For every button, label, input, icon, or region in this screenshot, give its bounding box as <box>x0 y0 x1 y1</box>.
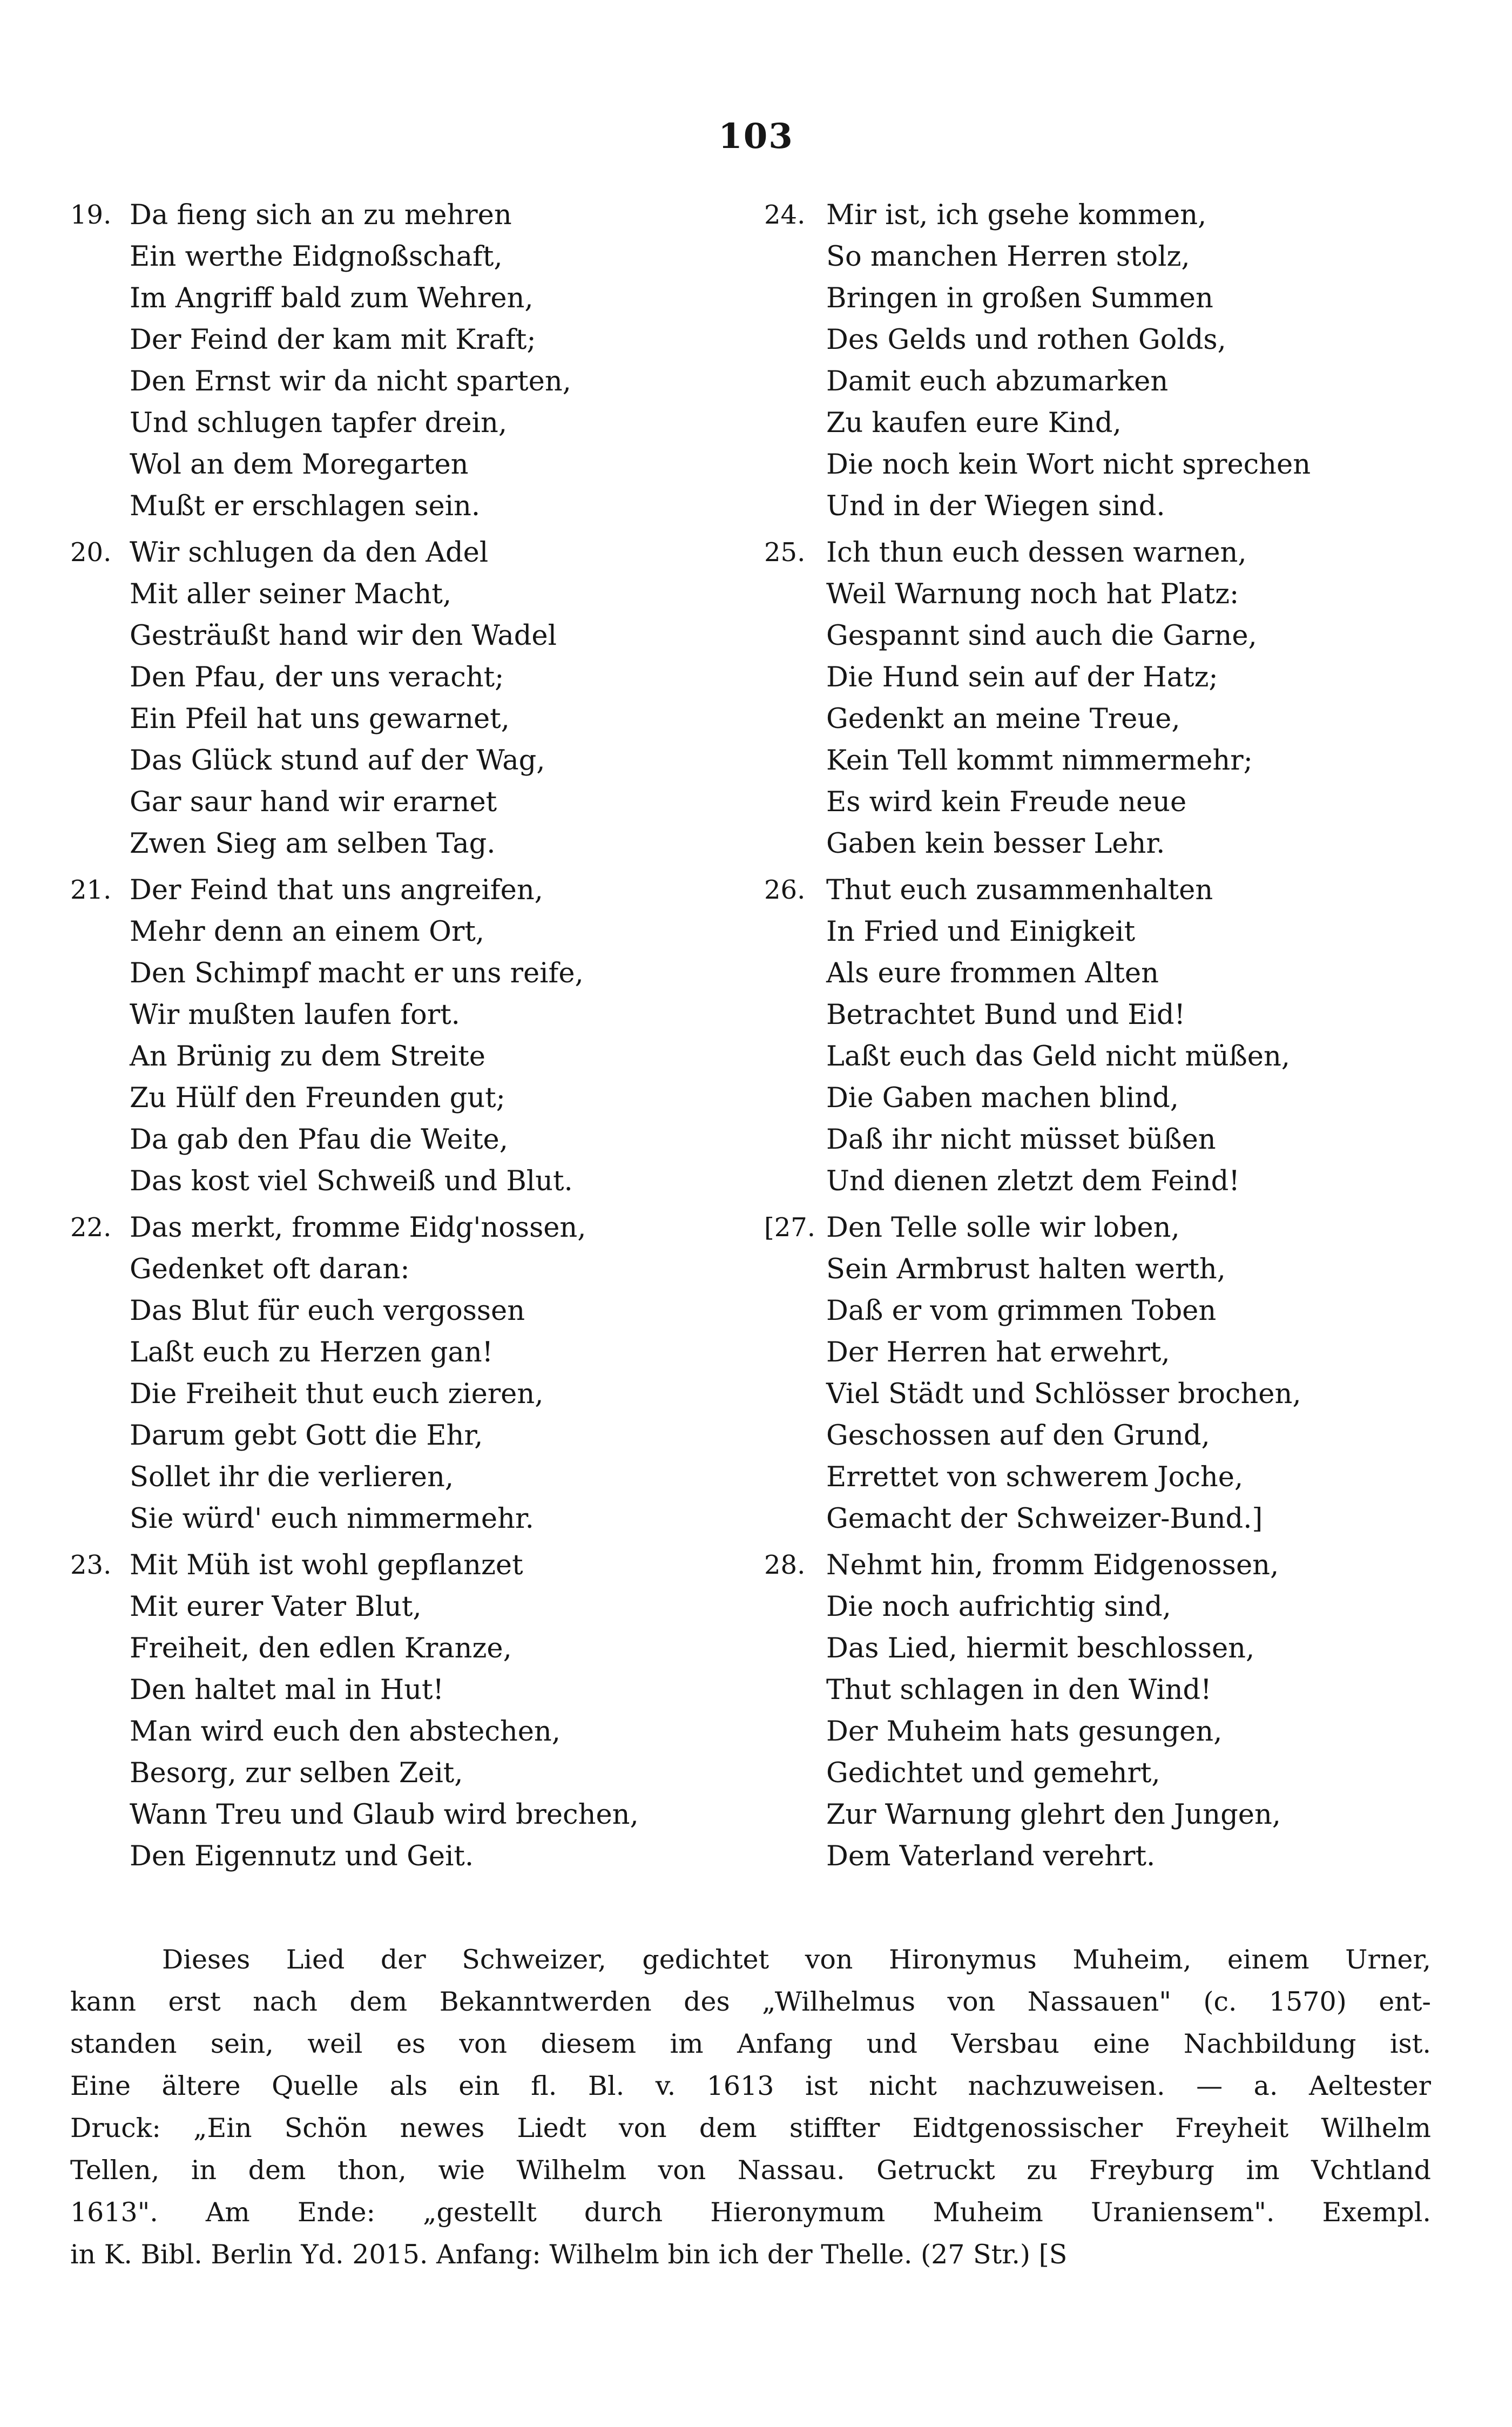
stanza-number: 22. <box>70 1212 112 1243</box>
verse-text: Den Schimpf macht er uns reife, <box>130 958 584 989</box>
verse-line <box>70 402 740 444</box>
verse-line <box>764 1669 1466 1711</box>
verse-text: Darum gebt Gott die Ehr, <box>130 1420 483 1452</box>
verse-line <box>70 615 740 657</box>
verse-text: Der Feind der kam mit Kraft; <box>130 324 536 356</box>
note-line: Tellen, in dem thon, wie Wilhelm von Nassau. Getruckt zu Freyburg im Vchtland <box>70 2155 1431 2186</box>
stanza-number: 28. <box>764 1550 806 1580</box>
verse-line <box>764 278 1466 319</box>
verse-text: Gar saur hand wir erarnet <box>130 786 497 818</box>
verse-text: Mit aller seiner Macht, <box>130 578 452 610</box>
verse-line <box>764 1415 1466 1457</box>
verse-text: Sie würd' euch nimmermehr. <box>130 1503 534 1535</box>
verse-text: Wol an dem Moregarten <box>130 449 469 481</box>
verse-text: Mußt er erschlagen sein. <box>130 490 481 522</box>
editorial-note <box>70 1939 1431 2276</box>
verse-line <box>70 1836 740 1877</box>
verse-line <box>70 1415 740 1457</box>
verse-line <box>70 361 740 402</box>
verse-line <box>70 1752 740 1794</box>
verse-text: Da gab den Pfau die Weite, <box>130 1124 508 1156</box>
verse-line <box>764 994 1466 1036</box>
stanza <box>70 194 740 527</box>
verse-line <box>70 994 740 1036</box>
verse-line <box>70 1207 740 1249</box>
verse-text: Mit eurer Vater Blut, <box>130 1591 422 1623</box>
verse-text: Bringen in großen Summen <box>826 282 1213 314</box>
verse-line <box>764 194 1466 236</box>
verse-text: Gesträußt hand wir den Wadel <box>130 620 557 652</box>
verse-line <box>70 1586 740 1628</box>
stanza <box>764 194 1466 527</box>
verse-line <box>764 1249 1466 1290</box>
verse-line <box>70 740 740 781</box>
verse-line <box>70 574 740 615</box>
verse-text: Wir schlugen da den Adel <box>130 537 489 569</box>
verse-line <box>764 1207 1466 1249</box>
verse-text: Das merkt, fromme Eidg'nossen, <box>130 1212 586 1244</box>
verse-text: Den haltet mal in Hut! <box>130 1674 444 1706</box>
verse-line <box>764 1290 1466 1332</box>
note-line: Druck: „Ein Schön newes Liedt von dem stiffter Eidtgenossischer Freyheit Wilhelm <box>70 2113 1431 2143</box>
verse-text: Zwen Sieg am selben Tag. <box>130 828 496 860</box>
verse-line <box>764 1545 1466 1586</box>
verse-text: Des Gelds und rothen Golds, <box>826 324 1226 356</box>
verse-text: Es wird kein Freude neue <box>826 786 1187 818</box>
verse-text: Den Telle solle wir loben, <box>826 1212 1180 1244</box>
verse-line <box>764 781 1466 823</box>
verse-text: Mehr denn an einem Ort, <box>130 916 485 948</box>
verse-text: Errettet von schwerem Joche, <box>826 1461 1244 1493</box>
verse-line <box>764 869 1466 911</box>
verse-text: Den Pfau, der uns veracht; <box>130 662 504 693</box>
verse-line <box>764 657 1466 698</box>
verse-text: Wann Treu und Glaub wird brechen, <box>130 1799 639 1831</box>
verse-text: Zu Hülf den Freunden gut; <box>130 1082 505 1114</box>
verse-line <box>764 1498 1466 1540</box>
stanza-number: 26. <box>764 875 806 905</box>
verse-text: Das Lied, hiermit beschlossen, <box>826 1633 1255 1664</box>
verse-line <box>70 1711 740 1752</box>
verse-text: Und dienen zletzt dem Feind! <box>826 1165 1240 1197</box>
verse-text: Mir ist, ich gsehe kommen, <box>826 199 1207 231</box>
stanza <box>70 532 740 865</box>
verse-line <box>70 1628 740 1669</box>
verse-text: Die noch aufrichtig sind, <box>826 1591 1171 1623</box>
verse-text: Thut schlagen in den Wind! <box>826 1674 1212 1706</box>
verse-line <box>70 1161 740 1202</box>
verse-text: Sollet ihr die verlieren, <box>130 1461 454 1493</box>
verse-text: Den Ernst wir da nicht sparten, <box>130 366 571 397</box>
right-column <box>764 194 1466 1882</box>
stanza-number: 20. <box>70 537 112 568</box>
verse-line <box>764 1457 1466 1498</box>
verse-line <box>764 1794 1466 1836</box>
verse-line <box>764 402 1466 444</box>
verse-text: Nehmt hin, fromm Eidgenossen, <box>826 1549 1279 1581</box>
verse-line <box>70 657 740 698</box>
verse-text: Dem Vaterland verehrt. <box>826 1841 1156 1872</box>
verse-text: Die Gaben machen blind, <box>826 1082 1179 1114</box>
stanza <box>70 1207 740 1540</box>
verse-text: Ich thun euch dessen warnen, <box>826 537 1247 569</box>
stanza-number: [27. <box>764 1212 816 1243</box>
verse-line <box>70 953 740 994</box>
verse-line <box>764 911 1466 953</box>
verse-text: Und in der Wiegen sind. <box>826 490 1165 522</box>
verse-line <box>764 361 1466 402</box>
verse-text: Laßt euch das Geld nicht müßen, <box>826 1041 1291 1073</box>
verse-line <box>764 823 1466 865</box>
stanza-number: 19. <box>70 200 112 230</box>
verse-line <box>70 444 740 486</box>
verse-line <box>70 911 740 953</box>
stanza <box>764 1207 1466 1540</box>
verse-line <box>70 1669 740 1711</box>
verse-text: Wir mußten laufen fort. <box>130 999 460 1031</box>
verse-text: Zu kaufen eure Kind, <box>826 407 1122 439</box>
stanza-number: 21. <box>70 875 112 905</box>
stanza <box>70 869 740 1202</box>
verse-text: Laßt euch zu Herzen gan! <box>130 1337 494 1368</box>
verse-line <box>764 698 1466 740</box>
verse-line <box>70 1036 740 1077</box>
verse-line <box>764 1373 1466 1415</box>
verse-line <box>764 319 1466 361</box>
stanza <box>764 869 1466 1202</box>
verse-line <box>70 1457 740 1498</box>
verse-text: Daß er vom grimmen Toben <box>826 1295 1217 1327</box>
stanza <box>70 1545 740 1877</box>
verse-text: Betrachtet Bund und Eid! <box>826 999 1185 1031</box>
verse-text: Das Glück stund auf der Wag, <box>130 745 545 777</box>
verse-line <box>70 486 740 527</box>
verse-text: Da fieng sich an zu mehren <box>130 199 512 231</box>
note-line: standen sein, weil es von diesem im Anfang und Versbau eine Nachbildung ist. <box>70 2028 1431 2059</box>
verse-line <box>764 574 1466 615</box>
verse-text: Man wird euch den abstechen, <box>130 1716 561 1748</box>
verse-line <box>764 1119 1466 1161</box>
verse-text: Ein werthe Eidgnoßschaft, <box>130 241 503 273</box>
verse-text: Weil Warnung noch hat Platz: <box>826 578 1239 610</box>
page-number: 103 <box>718 116 794 157</box>
verse-line <box>70 823 740 865</box>
note-line: Eine ältere Quelle als ein fl. Bl. v. 1613 ist nicht nachzuweisen. — a. Aeltester <box>70 2071 1431 2101</box>
verse-text: Die Freiheit thut euch zieren, <box>130 1378 544 1410</box>
verse-text: Viel Städt und Schlösser brochen, <box>826 1378 1301 1410</box>
verse-text: Geschossen auf den Grund, <box>826 1420 1210 1452</box>
verse-text: Gemacht der Schweizer-Bund.] <box>826 1503 1263 1535</box>
stanza <box>764 532 1466 865</box>
verse-text: In Fried und Einigkeit <box>826 916 1136 948</box>
verse-line <box>764 236 1466 278</box>
verse-line <box>70 1498 740 1540</box>
verse-line <box>70 1077 740 1119</box>
verse-line <box>764 1836 1466 1877</box>
left-column <box>70 194 740 1882</box>
verse-text: Gaben kein besser Lehr. <box>826 828 1165 860</box>
verse-line <box>70 1249 740 1290</box>
note-line: kann erst nach dem Bekanntwerden des „Wilhelmus von Nassauen" (c. 1570) ent- <box>70 1986 1431 2017</box>
verse-line <box>764 1628 1466 1669</box>
verse-text: Das Blut für euch vergossen <box>130 1295 525 1327</box>
verse-text: Gedenket oft daran: <box>130 1253 410 1285</box>
verse-line <box>764 953 1466 994</box>
verse-text: Damit euch abzumarken <box>826 366 1169 397</box>
verse-line <box>70 781 740 823</box>
verse-line <box>70 1794 740 1836</box>
verse-line <box>764 1036 1466 1077</box>
verse-text: An Brünig zu dem Streite <box>130 1041 485 1073</box>
verse-line <box>764 532 1466 574</box>
verse-line <box>764 444 1466 486</box>
verse-text: Als eure frommen Alten <box>826 958 1159 989</box>
verse-line <box>70 532 740 574</box>
verse-text: Und schlugen tapfer drein, <box>130 407 508 439</box>
verse-text: Thut euch zusammenhalten <box>826 874 1213 906</box>
verse-text: Den Eigennutz und Geit. <box>130 1841 474 1872</box>
verse-text: Die noch kein Wort nicht sprechen <box>826 449 1311 481</box>
stanza-number: 23. <box>70 1550 112 1580</box>
verse-text: So manchen Herren stolz, <box>826 241 1190 273</box>
verse-text: Gespannt sind auch die Garne, <box>826 620 1257 652</box>
verse-line <box>70 1545 740 1586</box>
verse-text: Daß ihr nicht müsset büßen <box>826 1124 1216 1156</box>
verse-text: Mit Müh ist wohl gepflanzet <box>130 1549 523 1581</box>
verse-line <box>764 615 1466 657</box>
verse-text: Der Muheim hats gesungen, <box>826 1716 1223 1748</box>
verse-line <box>764 1161 1466 1202</box>
verse-line <box>764 1332 1466 1373</box>
verse-text: Gedichtet und gemehrt, <box>826 1757 1160 1789</box>
verse-line <box>764 1752 1466 1794</box>
verse-text: Besorg, zur selben Zeit, <box>130 1757 463 1789</box>
note-line: in K. Bibl. Berlin Yd. 2015. Anfang: Wilhelm bin ich der Thelle. (27 Str.) [S <box>70 2239 1068 2270</box>
verse-line <box>764 740 1466 781</box>
verse-line <box>70 236 740 278</box>
verse-line <box>70 278 740 319</box>
stanza <box>764 1545 1466 1877</box>
verse-text: Der Feind that uns angreifen, <box>130 874 543 906</box>
verse-text: Der Herren hat erwehrt, <box>826 1337 1170 1368</box>
note-line: Dieses Lied der Schweizer, gedichtet von Hironymus Muheim, einem Urner, <box>162 1944 1431 1975</box>
verse-line <box>70 1332 740 1373</box>
verse-text: Sein Armbrust halten werth, <box>826 1253 1226 1285</box>
verse-line <box>70 1373 740 1415</box>
verse-line <box>70 869 740 911</box>
verse-text: Im Angriff bald zum Wehren, <box>130 282 534 314</box>
verse-line <box>764 1077 1466 1119</box>
verse-line <box>764 1586 1466 1628</box>
verse-line <box>764 1711 1466 1752</box>
verse-line <box>70 319 740 361</box>
note-line: 1613". Am Ende: „gestellt durch Hieronymum Muheim Uraniensem". Exempl. <box>70 2197 1431 2228</box>
stanza-number: 24. <box>764 200 806 230</box>
verse-text: Kein Tell kommt nimmermehr; <box>826 745 1253 777</box>
stanza-number: 25. <box>764 537 806 568</box>
verse-text: Die Hund sein auf der Hatz; <box>826 662 1218 693</box>
verse-text: Ein Pfeil hat uns gewarnet, <box>130 703 510 735</box>
verse-line <box>70 698 740 740</box>
verse-line <box>70 1119 740 1161</box>
verse-text: Zur Warnung glehrt den Jungen, <box>826 1799 1281 1831</box>
verse-text: Gedenkt an meine Treue, <box>826 703 1180 735</box>
verse-line <box>70 194 740 236</box>
verse-text: Das kost viel Schweiß und Blut. <box>130 1165 573 1197</box>
verse-line <box>764 486 1466 527</box>
verse-line <box>70 1290 740 1332</box>
verse-text: Freiheit, den edlen Kranze, <box>130 1633 512 1664</box>
